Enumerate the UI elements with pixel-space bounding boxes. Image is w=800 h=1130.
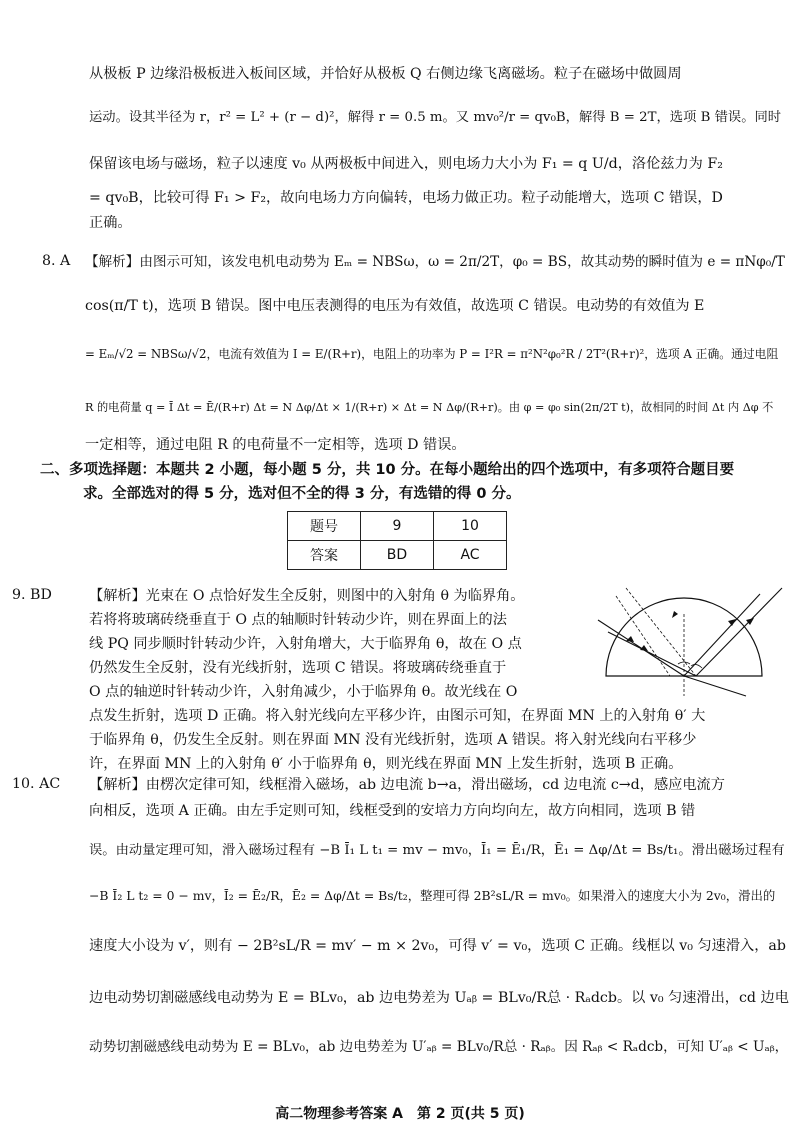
q9-line-5: O 点的轴逆时针转动少许，入射角减少，小于临界角 θ。故光线在 O: [89, 684, 518, 700]
q8-line-3: = Eₘ/√2 = NBSω/√2，电流有效值为 I = E/(R+r)，电阻上的功率为 P = I²R = π²N²φ₀²R / 2T²(R+r)²，选项 A 正确。通过电阻: [85, 347, 779, 361]
q9-line-2: 若将将玻璃砖绕垂直于 O 点的轴顺时针转动少许，则在界面上的法: [89, 612, 507, 628]
q8-line-4: R 的电荷量 q = Ī Δt = Ē/(R+r) Δt = N Δφ/Δt × 1/(R+r) × Δt = N Δφ/(R+r)。由 φ = φ₀ sin(2π/2T t)，故相同的时间 Δt 内 Δφ 不: [85, 401, 774, 414]
q10-line-4: −B Ī₂ L t₂ = 0 − mv，Ī₂ = Ē₂/R，Ē₂ = Δφ/Δt = Bs/t₂，整理可得 2B²sL/R = mv₀。如果滑入的速度大小为 2v₀，滑出的: [89, 888, 776, 903]
q8-line-2: cos(π/T t)，选项 B 错误。图中电压表测得的电压为有效值，故选项 C 错误。电动势的有效值为 E: [85, 298, 705, 314]
answer-table-answer-row: [288, 541, 507, 570]
incident-ray: [608, 632, 696, 676]
q7-line-1: 从极板 P 边缘沿极板进入板间区域，并恰好从极板 Q 右侧边缘飞离磁场。粒子在磁场中做圆周: [89, 66, 682, 82]
reflected-ray: [696, 588, 782, 676]
table-cell: 10: [434, 512, 507, 541]
q7-line-4: = qv₀B，比较可得 F₁ > F₂，故向电场力方向偏转，电场力做正功。粒子动能增大，选项 C 错误，D: [89, 190, 723, 206]
table-cell: AC: [434, 541, 507, 570]
q9-line-7: 于临界角 θ，仍发生全反射。则在界面 MN 没有光线折射，选项 A 错误。将入射光线向右平移少: [89, 732, 697, 748]
q9-line-4: 仍然发生全反射，没有光线折射，选项 C 错误。将玻璃砖绕垂直于: [89, 660, 507, 676]
answer-table-header-row: [288, 512, 507, 541]
q9-line-1: 【解析】光束在 O 点恰好发生全反射，则图中的入射角 θ 为临界角。: [89, 588, 525, 604]
q7-line-2: 运动。设其半径为 r，r² = L² + (r − d)²，解得 r = 0.5 m。又 mv₀²/r = qv₀B，解得 B = 2T，选项 B 错误。同时: [89, 110, 782, 125]
q10-line-5: 速度大小设为 v′，则有 − 2B²sL/R = mv′ − m × 2v₀，可得 v′ = v₀，选项 C 正确。线框以 v₀ 匀速滑入，ab: [89, 938, 786, 954]
q7-line-5: 正确。: [89, 215, 132, 231]
arrowhead: [672, 611, 678, 618]
answer-table: [287, 511, 507, 570]
q9-line-8: 许，在界面 MN 上的入射角 θ′ 小于临界角 θ，则光线在界面 MN 上发生折射，选项 B 正确。: [89, 756, 683, 772]
q10-line-7: 动势切割磁感线电动势为 E = BLv₀，ab 边电势差为 U′ₐᵦ = BLv₀/R总 · Rₐᵦ。因 Rₐᵦ < Rₐdcb，可知 U′ₐᵦ < Uₐᵦ，: [89, 1039, 789, 1055]
angle-marker: [678, 662, 690, 664]
q10-line-1: 【解析】由楞次定律可知，线框滑入磁场，ab 边电流 b→a，滑出磁场，cd 边电流 c→d，感应电流方: [89, 777, 725, 793]
q8-line-5: 一定相等，通过电阻 R 的电荷量不一定相等，选项 D 错误。: [85, 437, 466, 453]
q10-line-6: 边电动势切割磁感线电动势为 E = BLv₀，ab 边电势差为 Uₐᵦ = BLv₀/R总 · Rₐdcb。以 v₀ 匀速滑出，cd 边电: [89, 990, 789, 1006]
section-heading-line-1: 二、多项选择题：本题共 2 小题，每小题 5 分，共 10 分。在每小题给出的四个选项中，有多项符合题目要: [40, 462, 735, 478]
table-cell: 9: [361, 512, 434, 541]
table-cell: 答案: [288, 541, 361, 570]
q8-label: 8. A: [42, 253, 71, 269]
q7-line-3: 保留该电场与磁场，粒子以速度 v₀ 从两极板中间进入，则电场力大小为 F₁ = q U/d，洛伦兹力为 F₂: [89, 156, 723, 172]
refracted-ray: [684, 676, 746, 696]
q9-line-3: 线 PQ 同步顺时针转动少许，入射角增大，大于临界角 θ，故在 O 点: [89, 636, 522, 652]
section-heading-line-2: 求。全部选对的得 5 分，选对但不全的得 3 分，有选错的得 0 分。: [83, 486, 521, 502]
table-cell: BD: [361, 541, 434, 570]
q9-label: 9. BD: [12, 587, 52, 603]
q10-line-3: 误。由动量定理可知，滑入磁场过程有 −B Ī₁ L t₁ = mv − mv₀，Ī₁ = Ē₁/R，Ē₁ = Δφ/Δt = Bs/t₁。滑出磁场过程有: [89, 843, 785, 858]
q9-line-6: 点发生折射，选项 D 正确。将入射光线向左平移少许，由图示可知，在界面 MN 上的入射角 θ′ 大: [89, 708, 706, 724]
q10-label: 10. AC: [12, 776, 61, 792]
q10-line-2: 向相反，选项 A 正确。由左手定则可知，线框受到的安培力方向均向左，故方向相同，选项 B 错: [89, 803, 696, 819]
dashed-ray: [616, 596, 670, 676]
reflected-ray: [684, 594, 760, 676]
arrowhead: [728, 619, 736, 626]
page-footer: 高二物理参考答案 A 第 2 页(共 5 页): [275, 1106, 525, 1122]
q8-line-1: 【解析】由图示可知，该发电机电动势为 Eₘ = NBSω，ω = 2π/2T，φ₀ = BS，故其动势的瞬时值为 e = πNφ₀/T: [85, 254, 785, 270]
glass-brick-figure: [596, 584, 786, 709]
table-cell: 题号: [288, 512, 361, 541]
